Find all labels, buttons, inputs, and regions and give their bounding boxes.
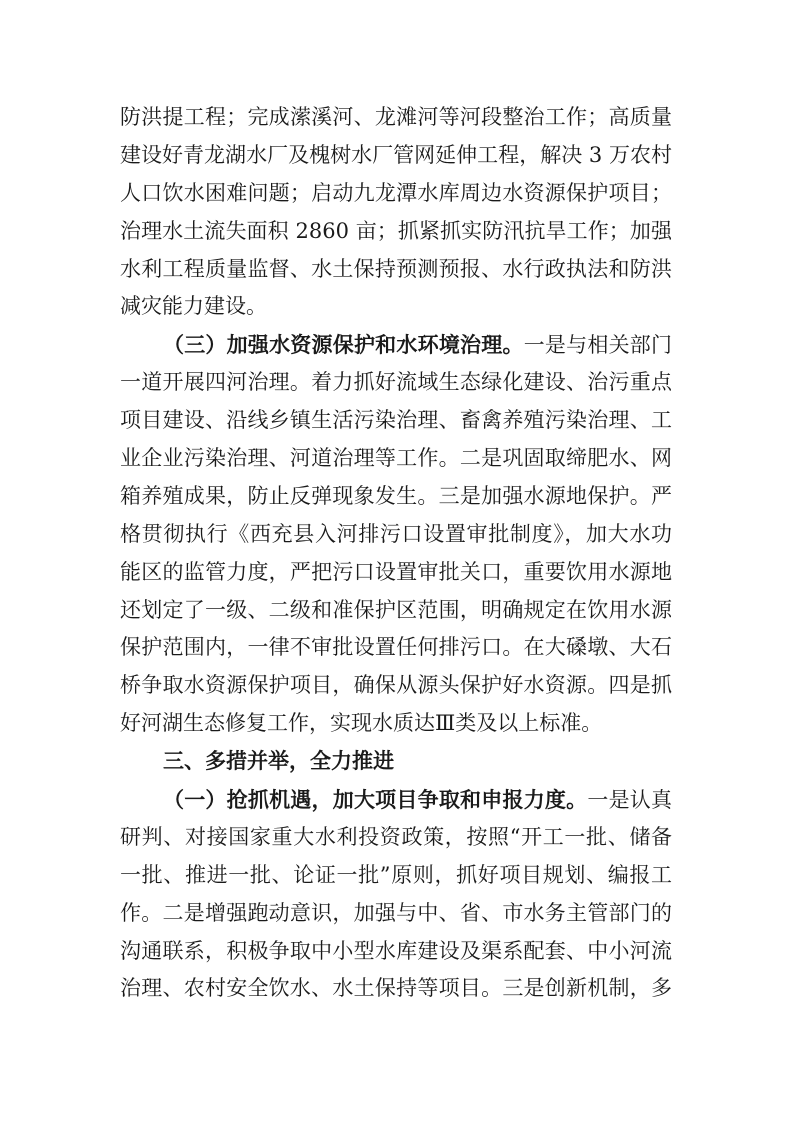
line-text: 项目建设、沿线乡镇生活污染治理、畜禽养殖污染治理、工 bbox=[120, 408, 672, 433]
section-heading bbox=[120, 743, 672, 781]
line-text: 一是与相关部门 bbox=[523, 333, 673, 358]
text-line bbox=[120, 819, 672, 857]
line-text: 还划定了一级、二级和准保护区范围，明确规定在饮用水源 bbox=[120, 597, 672, 622]
line-text: 治理水土流失面积 2860 亩；抓紧抓实防汛抗旱工作；加强 bbox=[120, 218, 672, 243]
line-text: 三、多措并举，全力推进 bbox=[163, 749, 394, 774]
subsection-title: （一）抢抓机遇，加大项目争取和申报力度。 bbox=[163, 787, 588, 813]
text-line bbox=[120, 895, 672, 933]
text-line bbox=[120, 857, 672, 895]
text-line bbox=[120, 364, 672, 402]
line-text: 一道开展四河治理。着力抓好流域生态绿化建设、治污重点 bbox=[120, 370, 672, 395]
text-line bbox=[120, 251, 672, 289]
line-text: 保护范围内，一律不审批设置任何排污口。在大磉墩、大石 bbox=[120, 635, 672, 660]
line-text: 人口饮水困难问题；启动九龙潭水库周边水资源保护项目； bbox=[120, 180, 672, 205]
line-text: 沟通联系，积极争取中小型水库建设及渠系配套、中小河流 bbox=[120, 938, 672, 963]
text-line bbox=[120, 781, 672, 819]
text-line bbox=[120, 667, 672, 705]
text-line bbox=[120, 933, 672, 971]
line-text: 作。二是增强跑动意识，加强与中、省、市水务主管部门的 bbox=[120, 900, 672, 925]
line-text: 建设好青龙湖水厂及槐树水厂管网延伸工程，解决 3 万农村 bbox=[120, 142, 672, 167]
text-line bbox=[120, 705, 672, 743]
line-text: 一是认真 bbox=[587, 788, 673, 813]
text-line bbox=[120, 554, 672, 592]
text-line bbox=[120, 478, 672, 516]
text-line bbox=[120, 970, 672, 1008]
text-line bbox=[120, 326, 672, 364]
line-text: 治理、农村安全饮水、水土保持等项目。三是创新机制，多 bbox=[120, 976, 672, 1001]
line-text: 好河湖生态修复工作，实现水质达Ⅲ类及以上标准。 bbox=[120, 711, 603, 736]
line-text: 能区的监管力度，严把污口设置审批关口，重要饮用水源地 bbox=[120, 559, 672, 584]
text-line bbox=[120, 175, 672, 213]
text-line bbox=[120, 592, 672, 630]
text-line bbox=[120, 516, 672, 554]
line-text: 防洪提工程；完成潆溪河、龙滩河等河段整治工作；高质量 bbox=[120, 105, 672, 129]
line-text: 一批、推进一批、论证一批”原则，抓好项目规划、编报工 bbox=[120, 862, 672, 887]
document-page bbox=[120, 99, 672, 1008]
line-text: 格贯彻执行《西充县入河排污口设置审批制度》，加大水功 bbox=[120, 521, 672, 546]
text-line bbox=[120, 99, 672, 137]
line-text: 业企业污染治理、河道治理等工作。二是巩固取缔肥水、网 bbox=[120, 446, 672, 471]
subsection-title: （三）加强水资源保护和水环境治理。 bbox=[163, 332, 524, 358]
text-line bbox=[120, 137, 672, 175]
text-line bbox=[120, 402, 672, 440]
line-text: 水利工程质量监督、水土保持预测预报、水行政执法和防洪 bbox=[120, 256, 672, 281]
line-text: 箱养殖成果，防止反弹现象发生。三是加强水源地保护。严 bbox=[120, 483, 672, 508]
text-line bbox=[120, 288, 672, 326]
text-line bbox=[120, 440, 672, 478]
line-text: 桥争取水资源保护项目，确保从源头保护好水资源。四是抓 bbox=[120, 673, 672, 698]
text-line bbox=[120, 213, 672, 251]
line-text: 减灾能力建设。 bbox=[120, 294, 267, 319]
line-text: 研判、对接国家重大水利投资政策，按照“开工一批、储备 bbox=[120, 824, 672, 849]
text-line bbox=[120, 629, 672, 667]
